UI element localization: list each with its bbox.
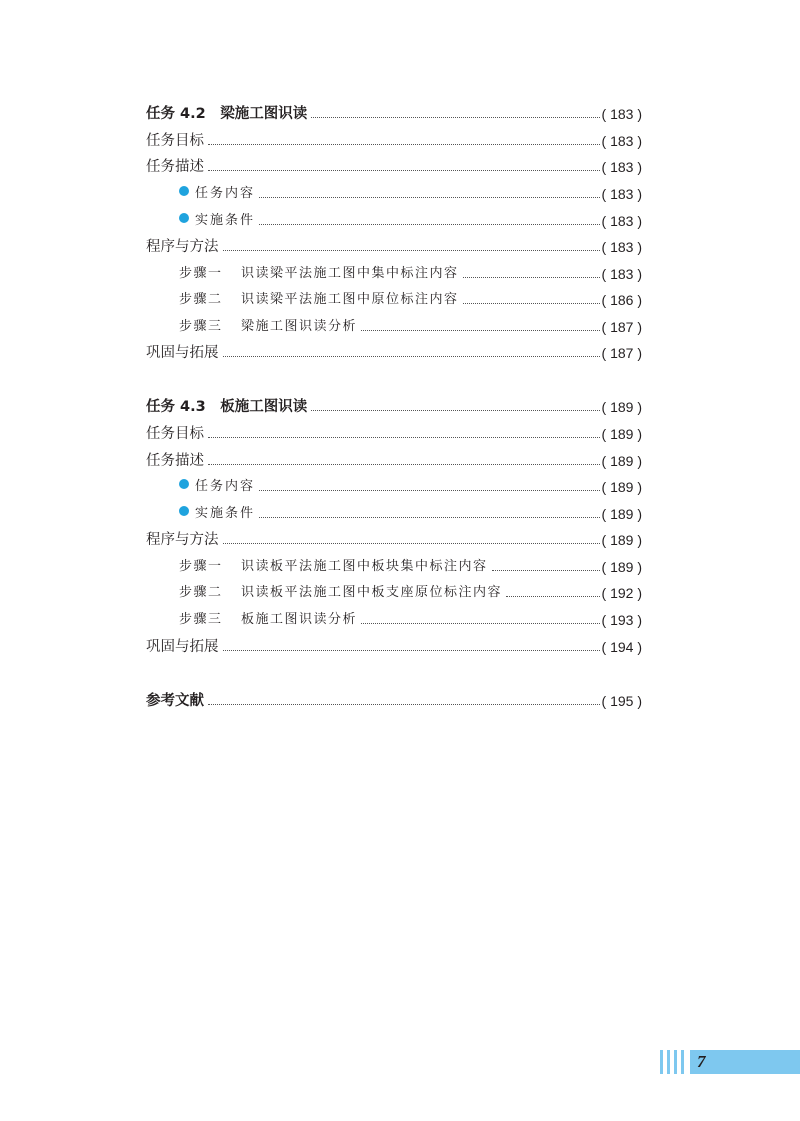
dot-leader [208,703,600,705]
toc-entry-label: 参考文献 [146,693,204,709]
dot-leader [208,463,600,465]
toc-entry-label: 实施条件 [195,506,256,521]
bullet-dot-icon [179,479,189,489]
toc-entry[interactable] [146,153,642,177]
toc-entry-label: 任务描述 [146,453,204,469]
toc-entry-page: ( 186 ) [601,292,642,308]
toc-entry-label: 板施工图识读分析 [241,612,358,627]
toc-entry[interactable] [146,127,642,151]
toc-entry-step[interactable] [146,260,642,284]
toc-entry-label: 识读板平法施工图中板块集中标注内容 [241,559,488,574]
toc-entry-page: ( 183 ) [601,106,642,122]
toc-entry-page: ( 183 ) [601,133,642,149]
bullet-dot-icon [179,506,189,516]
toc-entry-page: ( 187 ) [601,345,642,361]
dot-leader [311,116,599,118]
toc-entry-page: ( 183 ) [601,159,642,175]
toc-entry-page: ( 189 ) [601,532,642,548]
dot-leader [492,569,600,571]
toc-entry-label: 识读梁平法施工图中原位标注内容 [241,292,459,307]
toc-entry-label: 程序与方法 [146,239,219,255]
toc-entry-task-4-3[interactable] [146,393,642,417]
toc-entry-label: 任务 4.3 板施工图识读 [146,399,308,415]
bullet-dot-icon [179,186,189,196]
toc-entry-label: 任务 4.2 梁施工图识读 [146,106,308,122]
toc-entry-page: ( 193 ) [601,612,642,628]
page-number: 7 [697,1052,706,1071]
toc-entry-label: 识读板平法施工图中板支座原位标注内容 [241,585,503,600]
dot-leader [208,169,600,171]
step-tag: 步骤二 [179,585,223,600]
step-tag: 步骤二 [179,292,223,307]
toc-entry-label: 巩固与拓展 [146,345,219,361]
dot-leader [223,249,600,251]
dot-leader [259,489,600,491]
toc-entry-page: ( 189 ) [601,506,642,522]
toc-entry-page: ( 189 ) [601,399,642,415]
dot-leader [463,302,600,304]
dot-leader [361,329,600,331]
dot-leader [506,595,600,597]
toc-entry-label: 巩固与拓展 [146,639,219,655]
toc-entry-label: 任务内容 [195,186,256,201]
dot-leader [259,223,600,225]
toc-entry-label: 任务目标 [146,133,204,149]
toc-entry[interactable] [146,180,642,204]
toc-entry-page: ( 195 ) [601,693,642,709]
toc-entry-page: ( 189 ) [601,559,642,575]
toc-entry[interactable] [146,207,642,231]
toc-entry-page: ( 183 ) [601,213,642,229]
toc-entry-label: 程序与方法 [146,532,219,548]
toc-entry[interactable] [146,339,642,363]
toc-entry[interactable] [146,233,642,257]
dot-leader [259,516,600,518]
toc-entry-label: 识读梁平法施工图中集中标注内容 [241,266,459,281]
step-tag: 步骤一 [179,559,223,574]
toc-entry[interactable] [146,500,642,524]
dot-leader [208,143,600,145]
dot-leader [223,542,600,544]
toc-entry-page: ( 183 ) [601,266,642,282]
toc-entry-page: ( 189 ) [601,453,642,469]
dot-leader [361,622,600,624]
toc-entry[interactable] [146,420,642,444]
toc-entry-label: 任务描述 [146,159,204,175]
toc-entry[interactable] [146,526,642,550]
toc-entry[interactable] [146,447,642,471]
dot-leader [223,355,600,357]
dot-leader [223,649,600,651]
toc-entry[interactable] [146,473,642,497]
step-tag: 步骤三 [179,612,223,627]
toc-entry-page: ( 189 ) [601,426,642,442]
toc-entry-page: ( 192 ) [601,585,642,601]
toc-entry-step[interactable] [146,606,642,630]
toc-entry-page: ( 183 ) [601,186,642,202]
toc-entry-page: ( 187 ) [601,319,642,335]
dot-leader [208,436,600,438]
dot-leader [311,409,599,411]
toc-entry[interactable] [146,633,642,657]
dot-leader [463,276,600,278]
toc-entry-label: 任务目标 [146,426,204,442]
toc-entry-page: ( 183 ) [601,239,642,255]
toc-entry-step[interactable] [146,286,642,310]
toc-entry-step[interactable] [146,313,642,337]
dot-leader [259,196,600,198]
step-tag: 步骤三 [179,319,223,334]
toc-entry-references[interactable] [146,687,642,711]
footer-page-tab [690,1050,800,1074]
toc-entry-page: ( 194 ) [601,639,642,655]
toc-entry-page: ( 189 ) [601,479,642,495]
toc-entry-label: 实施条件 [195,213,256,228]
toc-entry-label: 梁施工图识读分析 [241,319,358,334]
bullet-dot-icon [179,213,189,223]
step-tag: 步骤一 [179,266,223,281]
toc-entry-label: 任务内容 [195,479,256,494]
toc-entry-step[interactable] [146,553,642,577]
toc-entry-task-4-2[interactable] [146,100,642,124]
toc-entry-step[interactable] [146,579,642,603]
